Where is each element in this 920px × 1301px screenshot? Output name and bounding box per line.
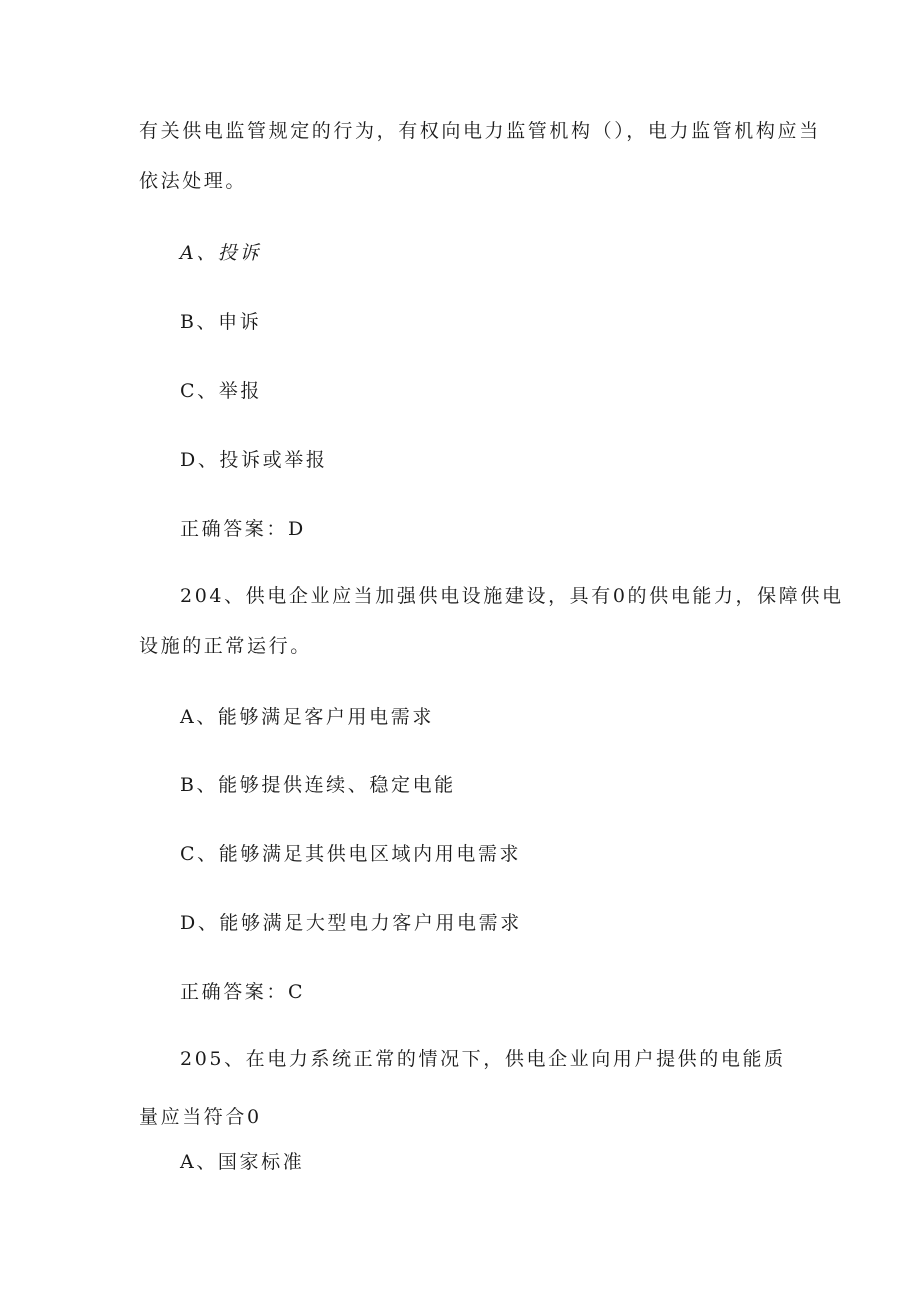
question-204-option-c: C、能够满足其供电区域内用电需求 — [180, 843, 522, 865]
question-203-option-d: D、投诉或举报 — [180, 449, 328, 471]
question-203-option-a: A、投诉 — [180, 242, 262, 264]
question-205-stem-line2: 量应当符合0 — [139, 1106, 262, 1128]
question-204-option-d: D、能够满足大型电力客户用电需求 — [180, 912, 522, 934]
question-204-option-b: B、能够提供连续、稳定电能 — [180, 774, 456, 796]
question-204-option-a: A、能够满足客户用电需求 — [180, 706, 434, 728]
question-203-option-b: B、申诉 — [180, 311, 262, 333]
question-204-stem-line2: 设施的正常运行。 — [139, 635, 312, 657]
question-204-stem-line1: 204、供电企业应当加强供电设施建设，具有0的供电能力，保障供电 — [180, 585, 844, 607]
question-205-stem-line1: 205、在电力系统正常的情况下，供电企业向用户提供的电能质 — [180, 1048, 786, 1070]
question-205-option-a: A、国家标准 — [180, 1151, 305, 1173]
question-203-option-c: C、举报 — [180, 380, 262, 402]
question-203-answer: 正确答案：D — [180, 518, 306, 540]
question-203-stem-line1: 有关供电监管规定的行为，有权向电力监管机构（），电力监管机构应当 — [139, 120, 821, 142]
question-203-stem-line2: 依法处理。 — [139, 170, 248, 192]
question-204-answer: 正确答案：C — [180, 981, 306, 1003]
